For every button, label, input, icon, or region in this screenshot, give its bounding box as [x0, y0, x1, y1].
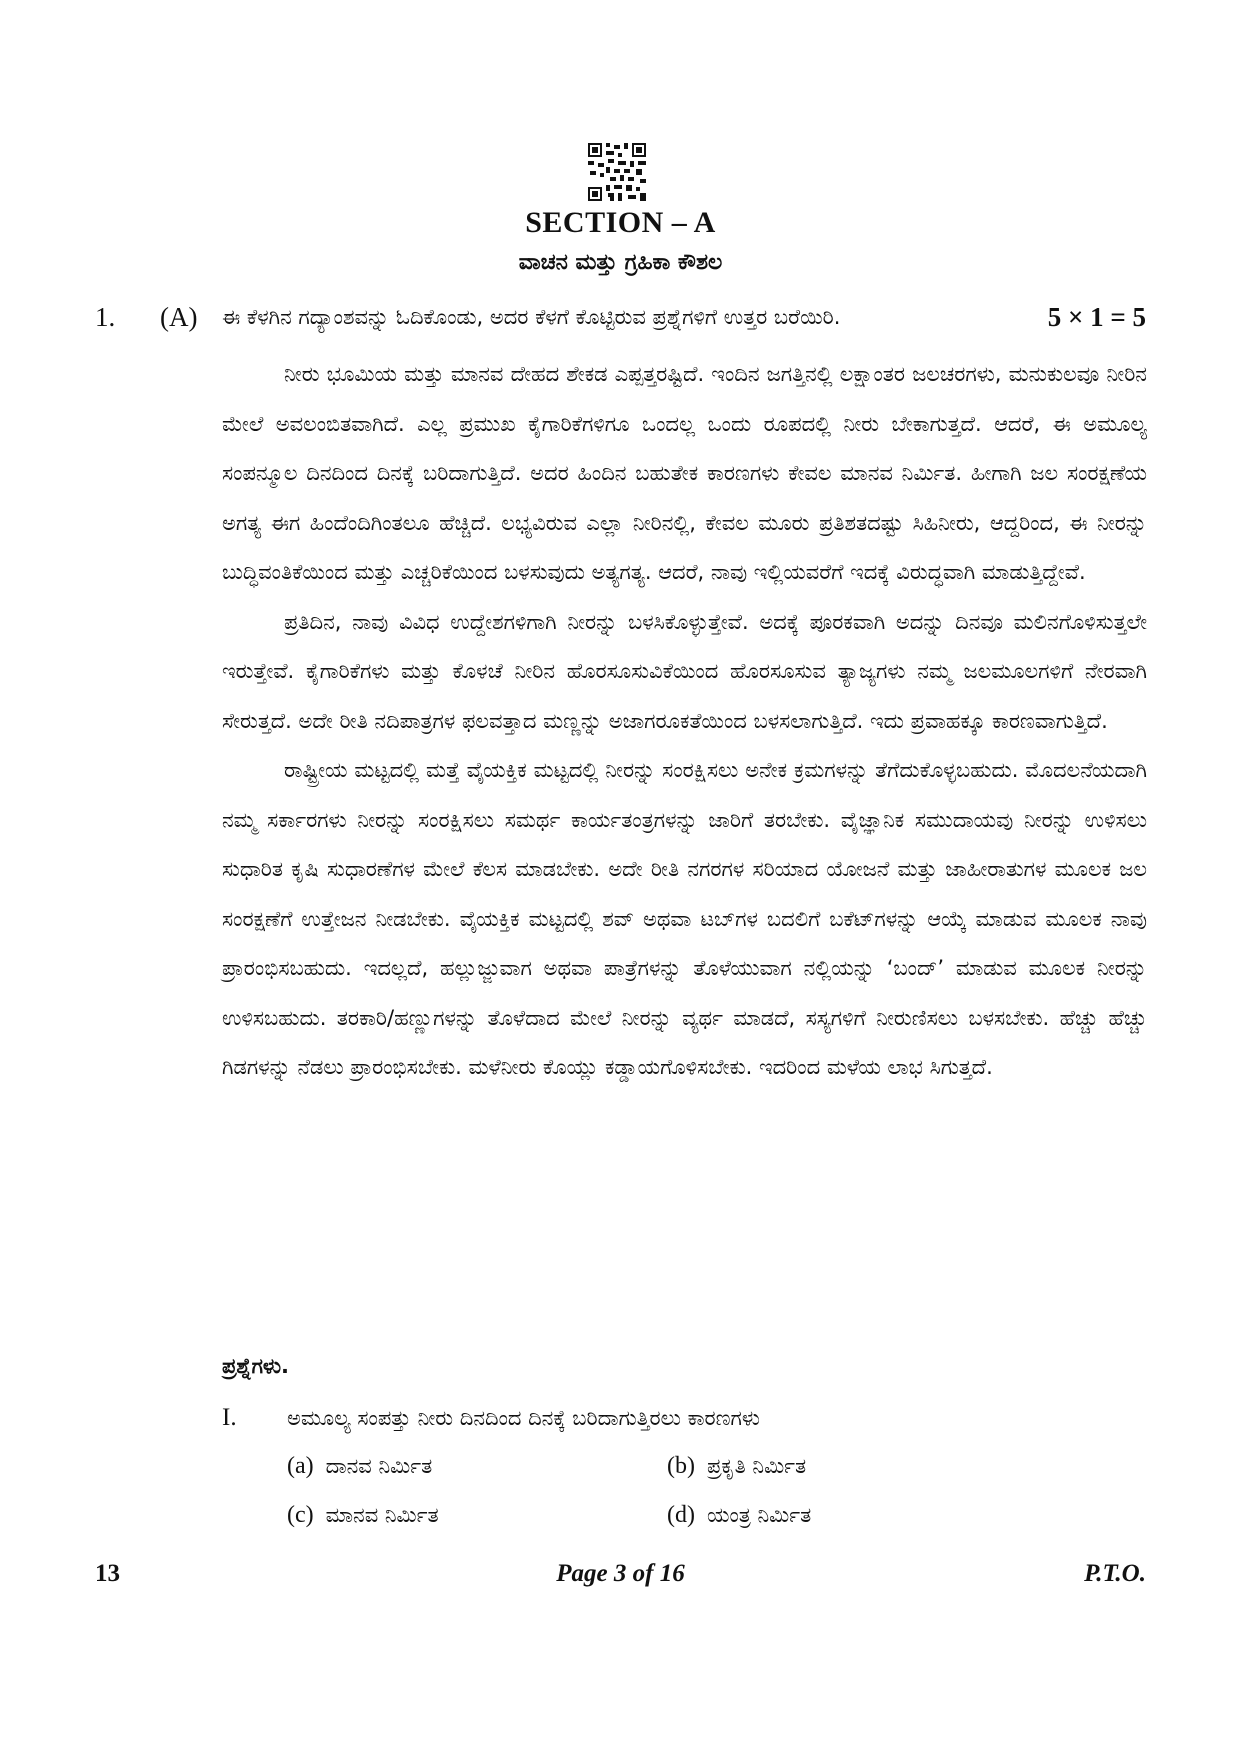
question-instruction: ಈ ಕೆಳಗಿನ ಗದ್ಯಾಂಶವನ್ನು ಓದಿಕೊಂಡು, ಅದರ ಕೆಳಗೆ ಕೊಟ್ಟಿರುವ ಪ್ರಶ್ನೆಗಳಿಗೆ ಉತ್ತರ ಬರೆಯಿರಿ. [222, 305, 841, 329]
option-b [667, 1453, 806, 1480]
option-label: (a) [287, 1453, 314, 1479]
option-c [287, 1502, 439, 1529]
passage-paragraph: ರಾಷ್ಟ್ರೀಯ ಮಟ್ಟದಲ್ಲಿ ಮತ್ತೆ ವೈಯಕ್ತಿಕ ಮಟ್ಟದಲ್ಲಿ ನೀರನ್ನು ಸಂರಕ್ಷಿಸಲು ಅನೇಕ ಕ್ರಮಗಳನ್ನು ತೆಗೆದುಕೊಳ್ಳಬಹುದು. ಮೊದಲನೆಯದಾಗಿ ನಮ್ಮ ಸರ್ಕಾರಗಳು ನೀರನ್ನು ಸಂರಕ್ಷಿಸಲು ಸಮರ್ಥ ಕಾರ್ಯತಂತ್ರಗಳನ್ನು ಜಾರಿಗೆ ತರಬೇಕು. ವೈಜ್ಞಾನಿಕ ಸಮುದಾಯವು ನೀರನ್ನು ಉಳಿಸಲು ಸುಧಾರಿತ ಕೃಷಿ ಸುಧಾರಣೆಗಳ ಮೇಲೆ ಕೆಲಸ ಮಾಡಬೇಕು. ಅದೇ ರೀತಿ ನಗರಗಳ ಸರಿಯಾದ ಯೋಜನೆ ಮತ್ತು ಜಾಹೀರಾತುಗಳ ಮೂಲಕ ಜಲ ಸಂರಕ್ಷಣೆಗೆ ಉತ್ತೇಜನ ನೀಡಬೇಕು. ವೈಯಕ್ತಿಕ ಮಟ್ಟದಲ್ಲಿ ಶವ್ ಅಥವಾ ಟಬ್‌ಗಳ ಬದಲಿಗೆ ಬಕೆಟ್‌ಗಳನ್ನು ಆಯ್ಕೆ ಮಾಡುವ ಮೂಲಕ ನಾವು ಪ್ರಾರಂಭಿಸಬಹುದು. ಇದಲ್ಲದೆ, ಹಲ್ಲುಜ್ಜುವಾಗ ಅಥವಾ ಪಾತ್ರೆಗಳನ್ನು ತೊಳೆಯುವಾಗ ನಲ್ಲಿಯನ್ನು ‘ಬಂದ್’ ಮಾಡುವ ಮೂಲಕ ನೀರನ್ನು ಉಳಿಸಬಹುದು. ತರಕಾರಿ/ಹಣ್ಣುಗಳನ್ನು ತೊಳೆದಾದ ಮೇಲೆ ನೀರನ್ನು ವ್ಯರ್ಥ ಮಾಡದೆ, ಸಸ್ಯಗಳಿಗೆ ನೀರುಣಿಸಲು ಬಳಸಬೇಕು. ಹೆಚ್ಚು ಹೆಚ್ಚು ಗಿಡಗಳನ್ನು ನೆಡಲು ಪ್ರಾರಂಭಿಸಬೇಕು. ಮಳೆನೀರು ಕೊಯ್ಲು ಕಡ್ಡಾಯಗೊಳಿಸಬೇಕು. ಇದರಿಂದ ಮಳೆಯ ಲಾಭ ಸಿಗುತ್ತದೆ. [222, 758, 1147, 1079]
option-text: ಪ್ರಕೃತಿ ನಿರ್ಮಿತ [706, 1454, 807, 1478]
passage-paragraph: ನೀರು ಭೂಮಿಯ ಮತ್ತು ಮಾನವ ದೇಹದ ಶೇಕಡ ಎಪ್ಪತ್ತರಷ್ಟಿದೆ. ಇಂದಿನ ಜಗತ್ತಿನಲ್ಲಿ ಲಕ್ಷಾಂತರ ಜಲಚರಗಳು, ಮನುಕುಲವೂ ನೀರಿನ ಮೇಲೆ ಅವಲಂಬಿತವಾಗಿದೆ. ಎಲ್ಲ ಪ್ರಮುಖ ಕೈಗಾರಿಕೆಗಳಿಗೂ ಒಂದಲ್ಲ ಒಂದು ರೂಪದಲ್ಲಿ ನೀರು ಬೇಕಾಗುತ್ತದೆ. ಆದರೆ, ಈ ಅಮೂಲ್ಯ ಸಂಪನ್ಮೂಲ ದಿನದಿಂದ ದಿನಕ್ಕೆ ಬರಿದಾಗುತ್ತಿದೆ. ಅದರ ಹಿಂದಿನ ಬಹುತೇಕ ಕಾರಣಗಳು ಕೇವಲ ಮಾನವ ನಿರ್ಮಿತ. ಹೀಗಾಗಿ ಜಲ ಸಂರಕ್ಷಣೆಯ ಅಗತ್ಯ ಈಗ ಹಿಂದೆಂದಿಗಿಂತಲೂ ಹೆಚ್ಚಿದೆ. ಲಭ್ಯವಿರುವ ಎಲ್ಲಾ ನೀರಿನಲ್ಲಿ, ಕೇವಲ ಮೂರು ಪ್ರತಿಶತದಷ್ಟು ಸಿಹಿನೀರು, ಆದ್ದರಿಂದ, ಈ ನೀರನ್ನು ಬುದ್ಧಿವಂತಿಕೆಯಿಂದ ಮತ್ತು ಎಚ್ಚರಿಕೆಯಿಂದ ಬಳಸುವುದು ಅತ್ಯಗತ್ಯ. ಆದರೆ, ನಾವು ಇಲ್ಲಿಯವರೆಗೆ ಇದಕ್ಕೆ ವಿರುದ್ಧವಾಗಿ ಮಾಡುತ್ತಿದ್ದೇವೆ. [222, 362, 1147, 584]
sub-question-text: ಅಮೂಲ್ಯ ಸಂಪತ್ತು ನೀರು ದಿನದಿಂದ ದಿನಕ್ಕೆ ಬರಿದಾಗುತ್ತಿರಲು ಕಾರಣಗಳು [287, 1406, 760, 1430]
questions-heading: ಪ್ರಶ್ನೆಗಳು. [222, 1354, 289, 1378]
option-label: (b) [667, 1453, 695, 1479]
pto-label: P.T.O. [1084, 1560, 1146, 1587]
section-title: SECTION – A [525, 206, 716, 239]
option-text: ಮಾನವ ನಿರ್ಮಿತ [325, 1503, 439, 1527]
paper-code: 13 [95, 1560, 120, 1587]
option-a [287, 1453, 432, 1480]
qr-code-icon [588, 143, 646, 201]
question-part: (A) [160, 302, 198, 332]
question-marks: 5 × 1 = 5 [1047, 302, 1146, 332]
option-text: ದಾನವ ನಿರ್ಮಿತ [325, 1454, 433, 1478]
option-d [667, 1502, 811, 1529]
option-label: (d) [667, 1502, 695, 1528]
section-subtitle: ವಾಚನ ಮತ್ತು ಗ್ರಹಿಕಾ ಕೌಶಲ [518, 250, 723, 275]
reading-passage [222, 350, 1147, 1093]
sub-question-number: I. [222, 1404, 237, 1431]
question-number: 1. [95, 302, 116, 332]
option-text: ಯಂತ್ರ ನಿರ್ಮಿತ [706, 1503, 812, 1527]
page-number: Page 3 of 16 [556, 1560, 685, 1587]
option-label: (c) [287, 1502, 314, 1528]
passage-paragraph: ಪ್ರತಿದಿನ, ನಾವು ವಿವಿಧ ಉದ್ದೇಶಗಳಿಗಾಗಿ ನೀರನ್ನು ಬಳಸಿಕೊಳ್ಳುತ್ತೇವೆ. ಅದಕ್ಕೆ ಪೂರಕವಾಗಿ ಅದನ್ನು ದಿನವೂ ಮಲಿನಗೊಳಿಸುತ್ತಲೇ ಇರುತ್ತೇವೆ. ಕೈಗಾರಿಕೆಗಳು ಮತ್ತು ಕೊಳಚೆ ನೀರಿನ ಹೊರಸೂಸುವಿಕೆಯಿಂದ ಹೊರಸೂಸುವ ತ್ಯಾಜ್ಯಗಳು ನಮ್ಮ ಜಲಮೂಲಗಳಿಗೆ ನೇರವಾಗಿ ಸೇರುತ್ತದೆ. ಅದೇ ರೀತಿ ನದಿಪಾತ್ರಗಳ ಫಲವತ್ತಾದ ಮಣ್ಣನ್ನು ಅಜಾಗರೂಕತೆಯಿಂದ ಬಳಸಲಾಗುತ್ತಿದೆ. ಇದು ಪ್ರವಾಹಕ್ಕೂ ಕಾರಣವಾಗುತ್ತಿದೆ. [222, 609, 1147, 733]
